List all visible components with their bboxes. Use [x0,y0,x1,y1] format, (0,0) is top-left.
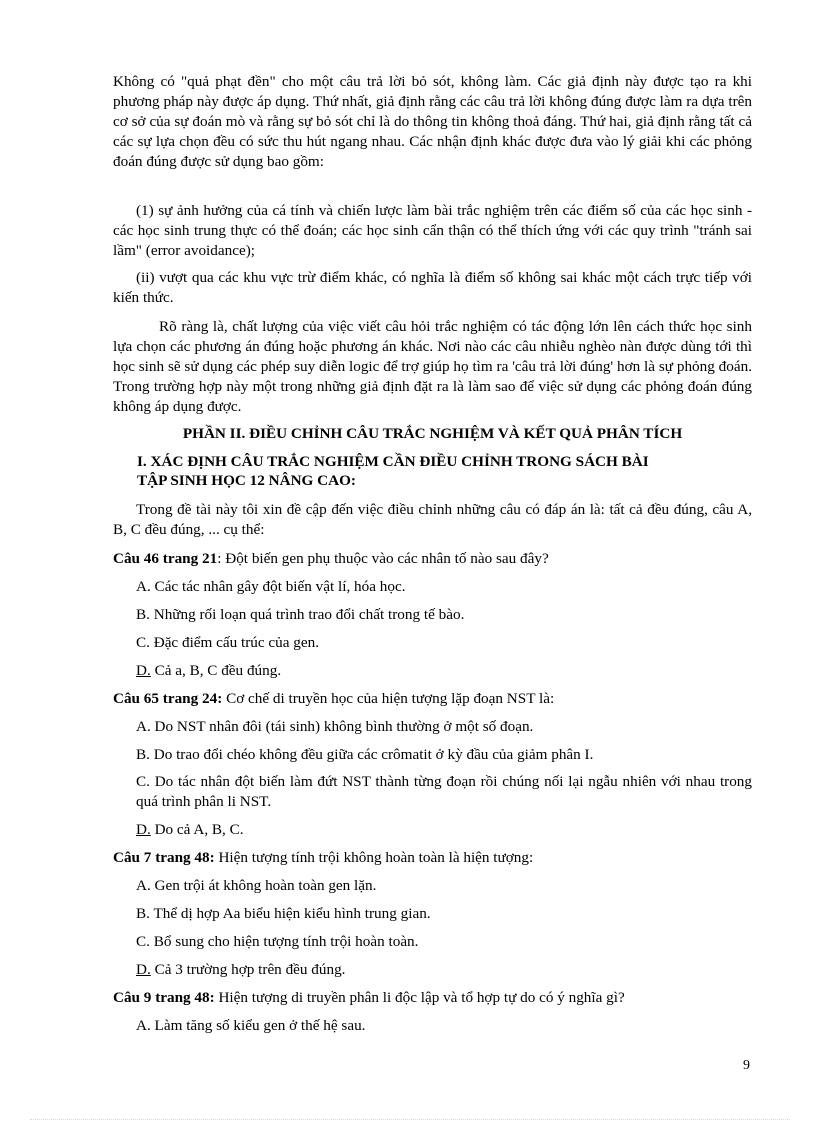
subsection-title-line: TẬP SINH HỌC 12 NÂNG CAO: [137,472,356,489]
answer-option-correct [136,960,752,980]
question-text: Đột biến gen phụ thuộc vào các nhân tố nào sau đây? [225,550,549,567]
question [113,988,752,1008]
question-label: Câu 65 trang 24: [113,690,223,707]
subsection-title [113,452,752,490]
intro-paragraph: Trong đề tài này tôi xin đề cập đến việc điều chỉnh những câu có đáp án là: tất cả đều đúng, câu A, B, C đều đúng, ... cụ thể: [113,501,752,538]
answer-option: C. Bổ sung cho hiện tượng tính trội hoàn toàn. [136,933,419,950]
subsection-title-line: I. XÁC ĐỊNH CÂU TRẮC NGHIỆM CẦN ĐIỀU CHỈNH TRONG SÁCH BÀI [137,453,649,470]
answer-option-correct [136,661,752,681]
answer-option: B. Do trao đổi chéo không đều giữa các crômatit ở kỳ đầu của giảm phân I. [136,746,594,763]
answer-option: A. Làm tăng số kiểu gen ở thế hệ sau. [136,1017,366,1034]
list-item-ii: (ii) vượt qua các khu vực trừ điểm khác, có nghĩa là điểm số không sai khác một cách trực tiếp với kiến thức. [113,269,752,306]
question [113,689,752,709]
question-text: Cơ chế di truyền học của hiện tượng lặp đoạn NST là: [222,690,555,707]
answer-text: Cả 3 trường hợp trên đều đúng. [150,961,346,978]
answer-text: Do cả A, B, C. [150,821,244,838]
body-paragraph: Rõ ràng là, chất lượng của việc viết câu hỏi trắc nghiệm có tác động lớn lên cách thức học sinh lựa chọn các phương án đúng hoặc phương án khác. Nơi nào các câu nhiễu nghèo nàn được dùng tới thì học sinh sẽ sử dụng các phép suy diễn logic để trợ giúp họ tìm ra 'câu trả lời đúng' hơn là sự phỏng đoán. Trong trường hợp này một trong những giả định đặt ra là làm sao để việc sử dụng các phỏng đoán đúng không áp dụng được. [113,318,752,415]
answer-option: A. Do NST nhân đôi (tái sinh) không bình thường ở một số đoạn. [136,718,534,735]
question [113,549,752,569]
question-text: Hiện tượng tính trội không hoàn toàn là hiện tượng: [214,849,534,866]
answer-option: C. Đặc điểm cấu trúc của gen. [136,634,320,651]
answer-text: Cả a, B, C đều đúng. [150,662,282,679]
question-label: Câu 9 trang 48: [113,989,215,1006]
answer-option: B. Những rối loạn quá trình trao đổi chất trong tế bào. [136,606,465,623]
list-item-1: (1) sự ảnh hưởng của cá tính và chiến lược làm bài trắc nghiệm trên các điểm số của các học sinh - các học sinh trung thực có thể đoán; các học sinh cẩn thận có thể thích ứng với các quy trình "tránh sai lầm" (error avoidance); [113,202,752,259]
question-text: Hiện tượng di truyền phân li độc lập và tổ hợp tự do có ý nghĩa gì? [214,989,625,1006]
question-separator: : [217,550,226,567]
answer-option-correct [136,820,752,840]
section-title: PHẦN II. ĐIỀU CHỈNH CÂU TRẮC NGHIỆM VÀ KẾT QUẢ PHÂN TÍCH [182,425,683,442]
question [113,848,752,868]
answer-letter: D. [136,662,151,679]
body-paragraph: Không có "quả phạt đền" cho một câu trả lời bỏ sót, không làm. Các giả định này được tạo ra khi phương pháp này được áp dụng. Thứ nhất, giả định rằng các câu trả lời không đúng được làm ra dựa trên cơ sở của sự đoán mò và rằng sự bỏ sót chỉ là do thông tin không thoả đáng. Thứ hai, giả định rằng tất cả các sự lựa chọn đều có sức thu hút ngang nhau. Các nhận định khác được đưa vào lý giải khi các phỏng đoán đúng được sử dụng bao gồm: [113,73,752,170]
question-label: Câu 7 trang 48: [113,849,215,866]
answer-option: A. Gen trội át không hoàn toàn gen lặn. [136,877,377,894]
answer-letter: D. [136,821,151,838]
question-label: Câu 46 trang 21 [113,550,218,567]
answer-letter: D. [136,961,151,978]
answer-option: C. Do tác nhân đột biến làm đứt NST thành từng đoạn rồi chúng nối lại ngẫu nhiên với nhau trong quá trình phân li NST. [136,773,752,810]
answer-option: A. Các tác nhân gây đột biến vật lí, hóa học. [136,578,406,595]
footer-divider [30,1119,790,1120]
answer-option: B. Thể dị hợp Aa biểu hiện kiểu hình trung gian. [136,905,431,922]
page-number: 9 [743,1058,750,1073]
